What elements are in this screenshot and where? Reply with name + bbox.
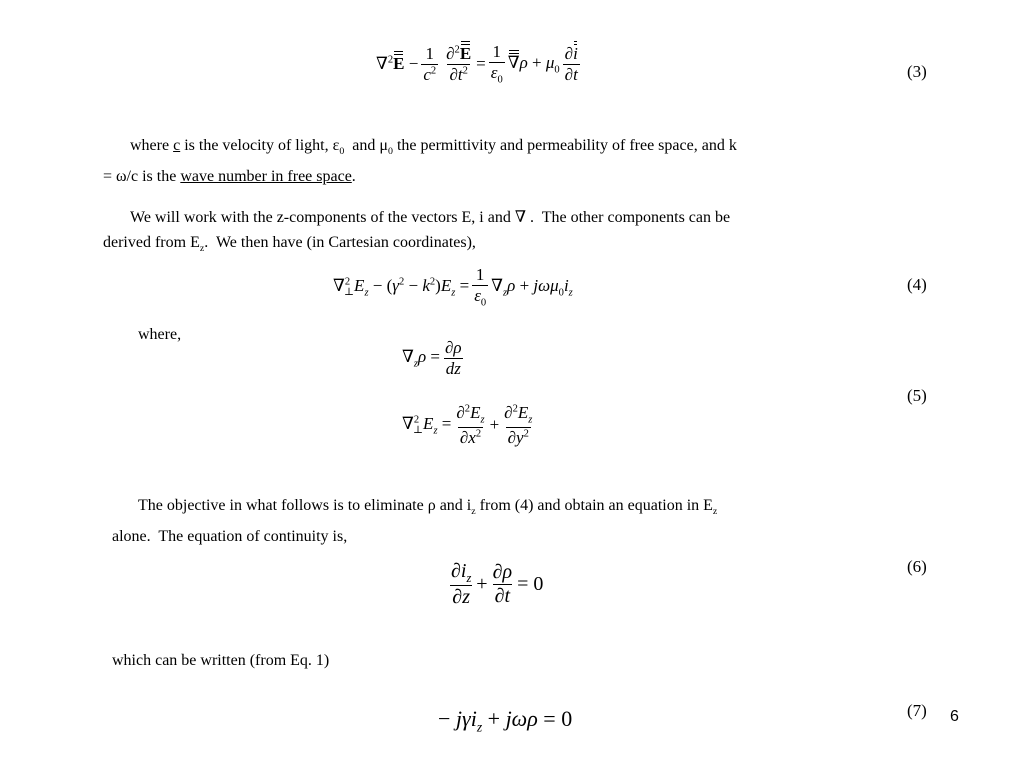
c-link[interactable]: c [173, 137, 181, 154]
equation-number-5: (5) [907, 386, 927, 405]
page-number: 6 [950, 708, 959, 725]
paragraph-written-from: which can be written (from Eq. 1) [112, 652, 330, 669]
equation-number-4: (4) [907, 275, 927, 294]
paragraph-velocity: where c is the velocity of light, $\varepsilon_0$ and $\mu_0$ the permittivity and permeability of free space, and k = ω/c is the wave number in free space. [103, 137, 737, 186]
equation-number-6: (6) [907, 557, 927, 576]
equation-number-3: (3) [907, 62, 927, 81]
equation-4: $\nabla^2_\perp E_z - (\gamma^2 - k^2)E_z$ = $\frac{1}{\varepsilon_0}$ $\nabla_z\rho + j\omega\mu_0i_z$ [333, 265, 573, 308]
equation-5a: $\nabla_z\rho$ = $\frac{\partial\rho}{dz}$ [402, 338, 462, 378]
equation-number-7: (7) [907, 701, 927, 720]
wave-number-link[interactable]: wave number in free space [180, 168, 352, 186]
equation-5b: $\nabla^2_\perp E_z$ = $\frac{\partial^2E_z}{\partial x^2}$ + $\frac{\partial^2E_z}{\partial y^2}$ [402, 403, 533, 447]
equation-6: $\frac{\partial i_z}{\partial z}$ + $\frac{\partial\rho}{\partial t}$ = 0 [451, 560, 544, 609]
where-label: where, [138, 326, 182, 343]
paragraph-z-components: We will work with the z-components of the vectors E, i and ∇ . The other components can be derived from $E_z$. We then have (in Cartesian coordinates), [103, 209, 731, 255]
paragraph-objective: The objective in what follows is to eliminate ρ and $i_z$ from (4) and obtain an equation in $E_z$ alone. The equation of continuity is, [112, 497, 718, 546]
equation-7: − jγi$_z$ + jωρ = 0 [438, 706, 573, 735]
equation-3: ∇$^2$ E − $\frac{1}{c^2}$ $\frac{\partial^2E}{\partial t^2}$ = $\frac{1}{\varepsilon_0}$ $\nabla\rho + \mu_0$ $\frac{\partial i}{\partial t}$ [376, 42, 578, 85]
